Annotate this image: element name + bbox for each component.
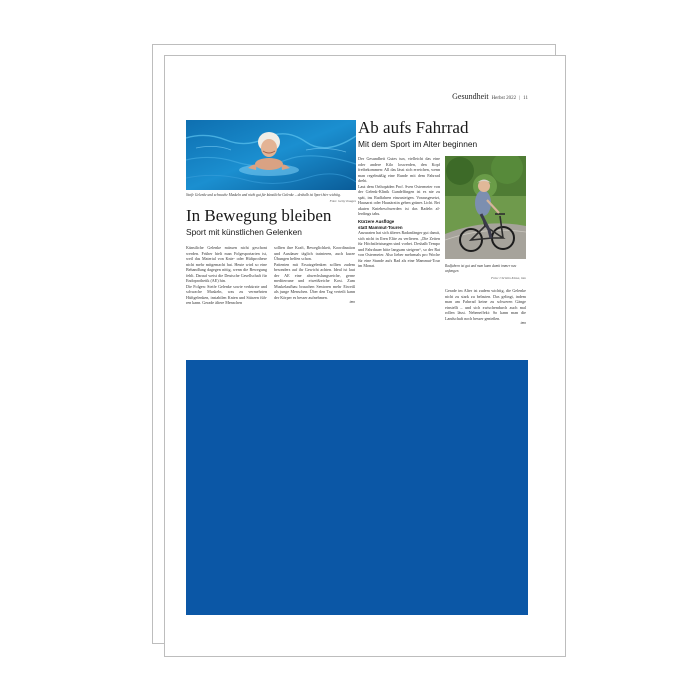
cycling-photo-credit: Foto: Christin Klose, tmn — [491, 276, 526, 280]
blue-ad-block — [186, 360, 528, 615]
right-article-column-2 — [445, 288, 526, 358]
magazine-page — [186, 92, 528, 615]
cycling-photo-caption: Radfahren ist gut und man kann damit immer neu anfangen. — [445, 264, 517, 273]
left-article-subtitle: Sport mit künstlichen Gelenken — [186, 227, 302, 237]
paragraph: Anzuraten hat sich älteres Radanfänger gut damit, sich nicht in Ilren Elite zu verlieren. „Die Zeiten für Höchstleistungen sind vorbei. Deshalb Tempo und Fahrdauer bitte langsam steigern“, so der Rat von Ostermeier. Also lieber mehrmals pro Woche für eine Stunde aufs Rad als eine Mammut-Tour im Monat. — [358, 230, 440, 269]
paragraph: Patienten mit Ersatzgelenken sollten zudem besonders auf ihr Gewicht achten. Ideal ist laut der AE eine abwechslungsreiche, gerne mediterrane und eiweißreiche Kost. Zum Muskelaufbau brauchen Senioren mehr Eiweiß als junge Menschen. Über den Tag verteilt kann der Körper es besser aufnehmen. — [274, 261, 355, 300]
swimming-photo-caption: Steife Gelenke und schwache Muskeln und nicht gut für künstliche Gelenke – deshalb ist Sport hier wichtig. — [186, 193, 341, 197]
right-article-subtitle: Mit dem Sport im Alter beginnen — [358, 139, 478, 149]
left-article-column-1 — [186, 245, 267, 357]
paragraph: sollten ihre Kraft, Beweglichkeit, Koordination und Ausdauer täglich trainieren, auch kurze Übungen helfen schon. — [274, 245, 355, 262]
paragraph: Künstliche Gelenke müssen nicht geschont werden. Früher hielt man Folgesportarten ist, weil das Material von Knie- oder Hüftprothese nicht mehr mitgemacht hat. Heute wird so eine Behandlung dagegen nötig, wenn die Bewegung fehlt. Darauf weist die Deutsche Gesellschaft für Endoprothetik (AE) hin. — [186, 245, 267, 284]
cycling-photo — [445, 156, 526, 259]
left-article-signature: tmn — [349, 300, 355, 305]
right-article-subhead-line-2: statt Mammut-Touren — [358, 224, 403, 230]
paragraph: Der Gesundheit Gutes tun, vielleicht das eine oder andere Kilo loswerden, den Kopf freibekommen: All das lässt sich erreichen, wenn man regelmäßig eine Runde mit dem Fahrrad dreht. — [358, 156, 440, 184]
right-article-title: Ab aufs Fahrrad — [358, 118, 469, 137]
swimming-photo — [186, 120, 356, 190]
header-section: Gesundheit — [452, 92, 489, 101]
header-separator: | — [519, 96, 521, 101]
paragraph: Die Folgen: Steife Gelenke sowie verkürzte und schwache Muskeln, was zu vermehrten Hüftgelenken, instabilen Knien und Stürzen führen kann. Gerade ältere Menschen — [186, 283, 267, 306]
paragraph: Laut dem Orthopäden Prof. Sven Ostermeier von der Gelenk-Klinik Gundelfingen ist es nie zu spät, ins Radfahren einzusteigen. Vorausgesetzt, Hausarzt oder Hausärztin geben grünes Licht. Bei akuten Kniebeschwerden ist das Radeln allerdings tabu. — [358, 183, 440, 217]
page-header — [452, 92, 528, 104]
right-article-column-1 — [358, 156, 440, 358]
left-article-column-2 — [274, 245, 355, 357]
right-article-signature: tmn — [520, 321, 526, 326]
paragraph: Gerade im Alter ist zudem wichtig, die Gelenke nicht zu stark zu belasten. Das gelingt, indem man am Fahrrad keine zu schweren Gänge einstellt – und sich zwischendurch auch mal rollen lässt. Nebeneffekt: So kann man die Landschaft noch besser genießen. — [445, 288, 526, 321]
header-issue: Herbst 2022 — [491, 96, 517, 101]
right-article-subhead-line-1: Kürzere Ausflüge — [358, 219, 395, 225]
header-page-number: 11 — [523, 96, 528, 101]
left-article-title: In Bewegung bleiben — [186, 206, 332, 225]
swimming-photo-credit: Foto: Getty Images — [329, 199, 356, 203]
